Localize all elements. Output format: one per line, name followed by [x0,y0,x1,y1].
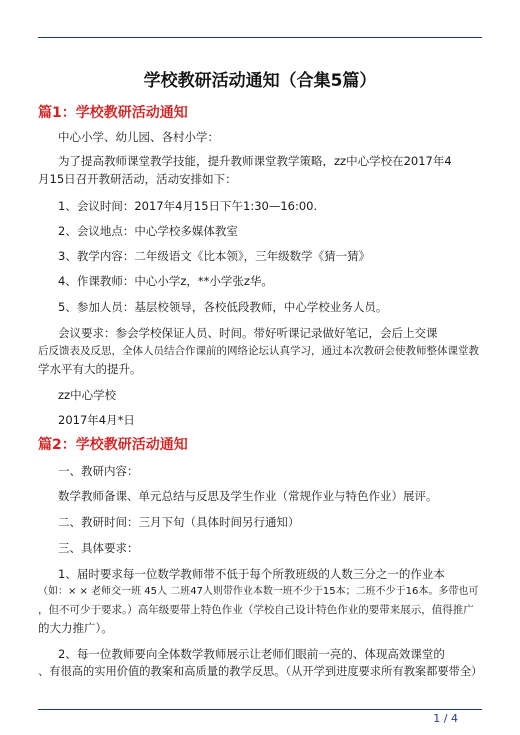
signer: zz中心学校 [58,388,117,402]
heading-time: 二、教研时间：三月下旬（具体时间另行通知） [58,515,300,529]
agenda-item-attendees: 5、参加人员：基层校领导，各校低段教师，中心学校业务人员。 [58,300,388,314]
agenda-item-teachers: 4、作课教师：中心小学z，**小学张z华。 [58,274,273,288]
header-rule [38,37,482,38]
intro-line-2: 月15日召开教研活动，活动安排如下： [38,172,237,186]
section-1-heading: 篇1：学校教研活动通知 [38,105,188,121]
requirement-1-line-1: 1、届时要求每一位数学教师带不低于每个所教班级的人数三分之一的作业本 [58,567,445,581]
page-number: 1 / 4 [433,712,458,725]
heading-content: 一、教研内容： [58,464,139,478]
salutation: 中心小学、幼儿园、各村小学： [58,130,219,144]
content-body: 数学教师备课、单元总结与反思及学生作业（常规作业与特色作业）展评。 [58,489,438,503]
agenda-item-content: 3、教学内容：二年级语文《比本领》，三年级数学《猜一猜》 [58,249,371,263]
requirement-1-line-4: 的大力推广）。 [38,621,113,635]
signature-date: 2017年4月*日 [58,413,135,427]
agenda-item-time: 1、会议时间：2017年4月15日下午1:30—16:00. [58,199,318,213]
agenda-item-place: 2、会议地点：中心学校多媒体教室 [58,224,238,238]
requirements-line-3: 学水平有大的提升。 [38,362,142,376]
requirements-line-1: 会议要求：参会学校保证人员、时间。带好听课记录做好笔记，会后上交课 [58,326,438,340]
intro-line-1: 为了提高教师课堂教学技能，提升教师课堂教学策略，zz中心学校在2017年4 [58,154,452,168]
document-title: 学校教研活动通知（合集5篇） [143,71,377,91]
requirement-1-line-3: ，但不可少于要求。）高年级要带上特色作业（学校自己设计特色作业的要带来展示，值得推广 [38,604,474,616]
requirement-2-line-1: 2、每一位教师要向全体数学教师展示让老师们眼前一亮的、体现高效课堂的 [58,647,445,661]
requirements-line-2: 后反馈表及反思，全体人员结合作课前的网络论坛认真学习，通过本次教研会使教师整体课堂教 [38,345,479,357]
requirement-1-line-2: （如：× × 老师交一班 45人 二班47人则带作业本数一班不少于15本；二班不少于16本。多带也可 [38,586,479,597]
requirement-2-line-2: 、有很高的实用价值的教案和高质量的教学反思。（从开学到进度要求所有教案都要带全） [38,665,483,678]
footer-rule [38,709,482,710]
section-2-heading: 篇2：学校教研活动通知 [38,437,188,453]
heading-requirements: 三、具体要求： [58,541,139,555]
